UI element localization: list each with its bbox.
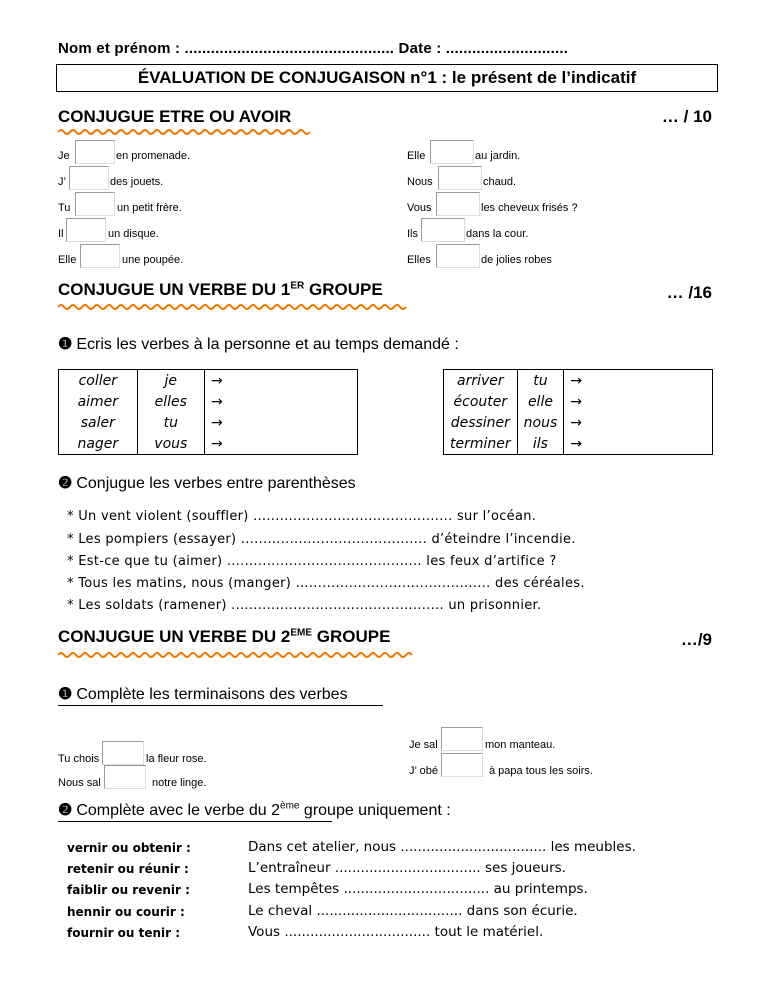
sentence-5: * Les soldats (ramener) ................................................ un prisonnier. <box>67 598 542 613</box>
right-row <box>444 370 713 392</box>
section3-q1: ❶ Complète les terminaisons des verbes <box>58 686 348 703</box>
left-person: elles <box>137 391 204 412</box>
s3-item-blank-1[interactable] <box>102 741 144 765</box>
s1-left-blank-1[interactable] <box>69 166 109 190</box>
right-row <box>444 433 713 455</box>
s3-item-rest-1: la fleur rose. <box>146 753 207 765</box>
section1-title: CONJUGUE ETRE OU AVOIR <box>58 107 292 126</box>
right-verb: arriver <box>444 370 518 392</box>
s1-left-blank-3[interactable] <box>66 218 106 242</box>
sentence-2: * Les pompiers (essayer) .......................................... d’éteindre l’incendie. <box>67 532 576 547</box>
s1-left-pronoun-2: Tu <box>58 202 71 214</box>
left-verb: coller <box>59 370 138 392</box>
right-answer-cell[interactable]: → <box>570 372 582 389</box>
left-person: tu <box>137 412 204 433</box>
s1-right-pronoun-2: Vous <box>407 202 432 214</box>
s1-right-rest-0: au jardin. <box>475 150 521 162</box>
s1-right-blank-2[interactable] <box>436 192 480 216</box>
section3-q2-underline <box>58 821 332 822</box>
s3-item-blank-0[interactable] <box>441 727 483 751</box>
left-row <box>59 391 358 412</box>
section2-q1: ❶ Ecris les verbes à la personne et au temps demandé : <box>58 336 459 353</box>
right-verb: écouter <box>444 391 518 412</box>
section2-score: … /16 <box>666 283 712 302</box>
choice-verbs-0: vernir ou obtenir : <box>67 841 191 855</box>
s1-right-rest-3: dans la cour. <box>466 228 529 240</box>
s1-left-pronoun-4: Elle <box>58 254 77 266</box>
left-verb: saler <box>59 412 138 433</box>
right-person: nous <box>517 412 564 433</box>
s1-right-blank-0[interactable] <box>430 140 474 164</box>
left-person: je <box>137 370 204 392</box>
s1-right-rest-4: de jolies robes <box>481 254 552 266</box>
choice-sentence-1: L’entraîneur .................................. ses joueurs. <box>248 860 566 876</box>
s1-left-pronoun-3: Il <box>58 228 64 240</box>
verb-table-right <box>443 369 713 455</box>
section3-q1-underline <box>58 705 383 706</box>
choice-sentence-4: Vous .................................. tout le matériel. <box>248 924 544 940</box>
s1-left-pronoun-0: Je <box>58 150 70 162</box>
s1-left-rest-4: une poupée. <box>122 254 184 266</box>
s1-right-rest-1: chaud. <box>483 176 517 188</box>
section3-q2: ❷ Complète avec le verbe du 2ème groupe uniquement : <box>58 800 451 819</box>
left-row <box>59 412 358 433</box>
name-date-line: Nom et prénom : ................................................ Date : ............................ <box>58 40 569 57</box>
s1-right-pronoun-1: Nous <box>407 176 433 188</box>
section1-score: … / 10 <box>661 107 712 126</box>
right-answer-cell[interactable]: → <box>570 435 582 452</box>
s1-left-blank-4[interactable] <box>80 244 120 268</box>
page-title: ÉVALUATION DE CONJUGAISON n°1 : le présent de l’indicatif <box>56 64 718 92</box>
choice-sentence-0: Dans cet atelier, nous .................................. les meubles. <box>248 839 636 855</box>
section3-score: …/9 <box>680 630 712 649</box>
right-person: ils <box>517 433 564 455</box>
section2-q2: ❷ Conjugue les verbes entre parenthèses <box>58 475 356 492</box>
sentence-1: * Un vent violent (souffler) ............................................. sur l’océan. <box>67 509 537 524</box>
s1-left-rest-3: un disque. <box>108 228 159 240</box>
choice-verbs-3: hennir ou courir : <box>67 905 185 919</box>
right-row <box>444 391 713 412</box>
left-row <box>59 433 358 455</box>
s1-left-blank-0[interactable] <box>75 140 115 164</box>
s1-left-rest-2: un petit frère. <box>117 202 182 214</box>
right-verb: dessiner <box>444 412 518 433</box>
s1-left-blank-2[interactable] <box>75 192 115 216</box>
s1-right-blank-1[interactable] <box>438 166 482 190</box>
choice-verbs-4: fournir ou tenir : <box>67 926 181 940</box>
s3-item-start-3: Nous sal <box>58 777 101 789</box>
s1-right-pronoun-3: Ils <box>407 228 418 240</box>
section1-underline <box>58 128 310 136</box>
right-verb: terminer <box>444 433 518 455</box>
right-person: elle <box>517 391 564 412</box>
choice-sentence-3: Le cheval .................................. dans son écurie. <box>248 903 578 919</box>
s1-right-blank-3[interactable] <box>421 218 465 242</box>
section3-title: CONJUGUE UN VERBE DU 2EME GROUPE <box>58 627 391 646</box>
s3-item-rest-3: notre linge. <box>152 777 207 789</box>
s1-right-rest-2: les cheveux frisés ? <box>481 202 578 214</box>
s3-item-rest-2: à papa tous les soirs. <box>489 765 593 777</box>
s1-left-rest-1: des jouets. <box>110 176 164 188</box>
s3-item-start-1: Tu chois <box>58 753 100 765</box>
left-answer-cell[interactable]: → <box>211 372 223 389</box>
left-answer-cell[interactable]: → <box>211 393 223 410</box>
s3-item-rest-0: mon manteau. <box>485 739 556 751</box>
sentence-4: * Tous les matins, nous (manger) ............................................ des céréales. <box>67 576 585 591</box>
left-row <box>59 370 358 392</box>
section2-title: CONJUGUE UN VERBE DU 1ER GROUPE <box>58 280 383 299</box>
choice-verbs-1: retenir ou réunir : <box>67 862 189 876</box>
s1-right-pronoun-0: Elle <box>407 150 426 162</box>
s3-item-blank-2[interactable] <box>441 753 483 777</box>
verb-table-left <box>58 369 358 455</box>
section3-underline <box>58 651 416 659</box>
right-answer-cell[interactable]: → <box>570 414 582 431</box>
choice-verbs-2: faiblir ou revenir : <box>67 883 190 897</box>
left-person: vous <box>137 433 204 455</box>
right-person: tu <box>517 370 564 392</box>
left-verb: nager <box>59 433 138 455</box>
choice-sentence-2: Les tempêtes .................................. au printemps. <box>248 881 588 897</box>
s1-right-blank-4[interactable] <box>436 244 480 268</box>
s3-item-blank-3[interactable] <box>104 765 146 789</box>
section2-underline <box>58 303 410 311</box>
s1-left-pronoun-1: J’ <box>58 176 66 188</box>
right-row <box>444 412 713 433</box>
s1-left-rest-0: en promenade. <box>116 150 190 162</box>
left-answer-cell[interactable]: → <box>211 414 223 431</box>
left-verb: aimer <box>59 391 138 412</box>
s3-item-start-0: Je sal <box>409 739 438 751</box>
sentence-3: * Est-ce que tu (aimer) ............................................ les feux d’artifice ? <box>67 554 557 569</box>
s1-right-pronoun-4: Elles <box>407 254 431 266</box>
s3-item-start-2: J’ obé <box>409 765 438 777</box>
right-answer-cell[interactable]: → <box>570 393 582 410</box>
left-answer-cell[interactable]: → <box>211 435 223 452</box>
